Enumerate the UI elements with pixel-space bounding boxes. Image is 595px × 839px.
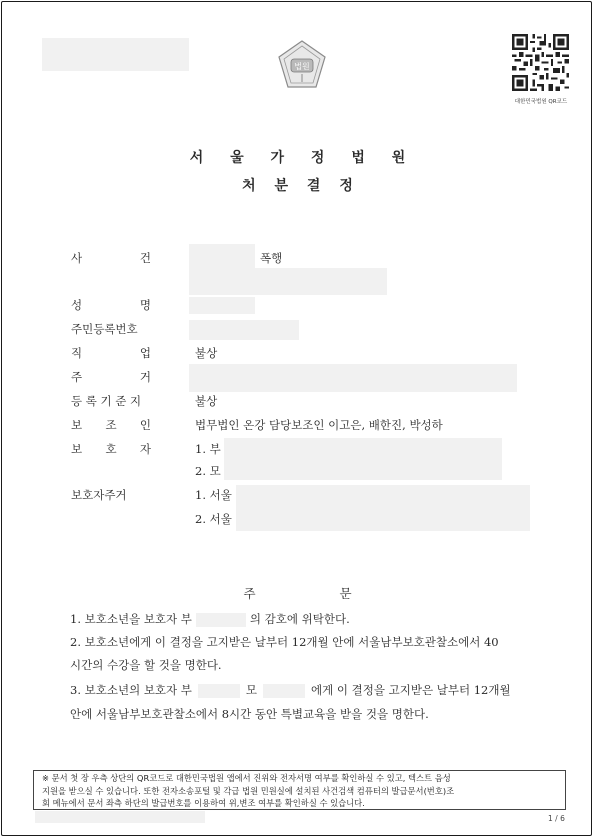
label-guardian: 보 호 자 [71, 442, 151, 456]
redacted-case-number [189, 244, 255, 268]
value-occupation: 불상 [195, 346, 218, 360]
verification-notice [33, 770, 566, 810]
value-guardian-father: 1. 부 [195, 442, 221, 456]
value-case: 폭행 [260, 251, 283, 265]
redacted-guardian-mother [224, 460, 502, 480]
label-address: 주 거 [71, 370, 151, 384]
redacted-address [189, 364, 517, 392]
document-title: 처 분 결 정 [242, 178, 360, 194]
label-case: 사 건 [71, 251, 151, 265]
redacted-guardian-address-1 [236, 485, 530, 509]
label-occupation: 직 업 [71, 346, 151, 360]
label-resident-number: 주민등록번호 [71, 322, 138, 336]
value-guardian-address-1: 1. 서울 [195, 488, 232, 502]
court-name: 서 울 가 정 법 원 [189, 150, 417, 166]
order-line-2: 2. 보호소년에게 이 결정을 고지받은 날부터 12개월 안에 서울남부보호관찰소에서 40 [70, 635, 499, 649]
redacted-resident-number [189, 320, 299, 340]
order-line-3-cont: 안에 서울남부보호관찰소에서 8시간 동안 특별교육을 받을 것을 명한다. [70, 707, 429, 721]
order-line-2-cont: 시간의 수강을 할 것을 명한다. [70, 658, 222, 672]
redacted-name [189, 297, 255, 314]
redacted-inline [196, 613, 246, 627]
redacted-guardian-address-2 [236, 509, 530, 531]
redacted-case-detail [189, 268, 387, 295]
qr-caption: 대한민국법원 QR코드 [514, 99, 568, 105]
redacted-inline [263, 684, 305, 698]
notice-line: 회 메뉴에서 문서 좌측 하단의 발급번호를 이용하여 위,변조 여부를 확인하실 수 있습니다. [42, 798, 365, 808]
qr-code-icon[interactable] [512, 34, 569, 91]
label-name: 성 명 [71, 298, 151, 312]
court-seal-icon [276, 39, 328, 91]
label-guardian-address: 보호자주거 [71, 488, 127, 502]
value-registered-domicile: 불상 [195, 394, 218, 408]
notice-line: 지원을 받으실 수 있습니다. 또한 전자소송포털 및 각급 법원 민원실에 설치된 사건검색 컴퓨터의 발급문서(번호)조 [42, 785, 455, 796]
value-guardian-mother: 2. 모 [195, 464, 221, 478]
notice-line: ※ 문서 첫 장 우측 상단의 QR코드로 대한민국법원 앱에서 진위와 전자서명 여부를 확인하실 수 있고, 텍스트 음성 [42, 773, 451, 783]
redacted-guardian-father [224, 438, 502, 460]
redacted-block [42, 38, 189, 71]
order-heading: 주 문 [243, 586, 392, 601]
order-line-1: 1. 보호소년을 보호자 부 의 감호에 위탁한다. [70, 612, 350, 626]
label-assistant: 보 조 인 [71, 418, 151, 432]
redacted-issue-number [35, 811, 205, 823]
redacted-inline [198, 684, 240, 698]
order-line-3: 3. 보호소년의 보호자 부 모 에게 이 결정을 고지받은 날부터 12개월 [70, 683, 511, 697]
value-guardian-address-2: 2. 서울 [195, 512, 232, 526]
value-assistant: 법무법인 온강 담당보조인 이고은, 배한진, 박성하 [195, 418, 443, 432]
label-registered-domicile: 등 록 기 준 지 [71, 394, 142, 408]
page-number: 1 / 6 [548, 814, 565, 823]
seal-text: 법원 [294, 62, 310, 71]
